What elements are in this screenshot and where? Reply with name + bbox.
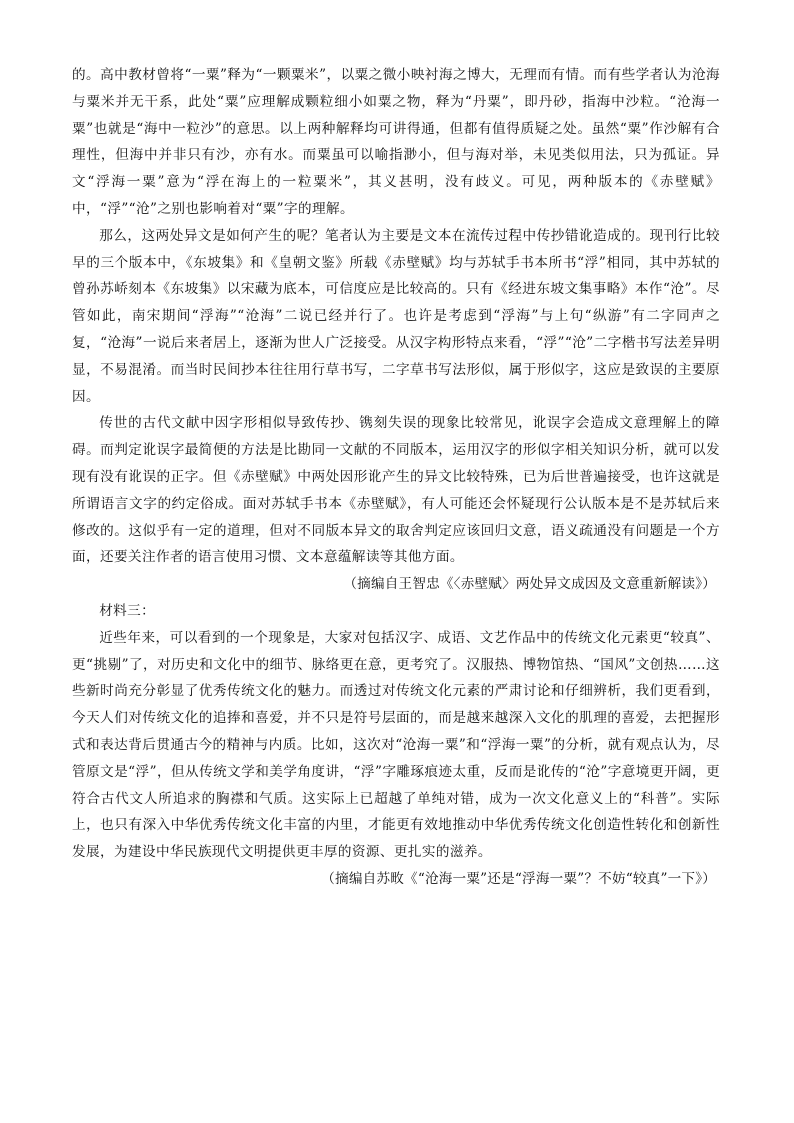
document-body — [72, 62, 720, 893]
paragraph-continuation: 的。高中教材曾将“一粟”释为“一颗粟米”，以粟之微小映衬海之博大，无理而有情。而有些学者认为沧海与粟米并无干系，此处“粟”应理解成颗粒细小如粟之物，释为“丹粟”，即丹砂，指海中沙粒。“沧海一粟”也就是“海中一粒沙”的意思。以上两种解释均可讲得通，但都有值得质疑之处。虽然“粟”作沙解有合理性，但海中并非只有沙，亦有水。而粟虽可以喻指渺小，但与海对举，未见类似用法，只为孤证。异文“浮海一粟”意为“浮在海上的一粒粟米”，其义甚明，没有歧义。可见，两种版本的《赤壁赋》中，“浮”“沧”之别也影响着对“粟”字的理解。 — [72, 67, 720, 217]
paragraph-scribal-errors: 传世的古代文献中因字形相似导致传抄、镌刻失误的现象比较常见，讹误字会造成文意理解上的障碍。而判定讹误字最简便的方法是比勘同一文献的不同版本，运用汉字的形似字相关知识分析，就可以发现有没有讹误的正字。但《赤壁赋》中两处因形讹产生的异文比较特殊，已为后世普遍接受，也许这就是所谓语言文字的约定俗成。面对苏轼手书本《赤壁赋》，有人可能还会怀疑现行公认版本是不是苏轼后来修改的。这似乎有一定的道理，但对不同版本异文的取舍判定应该回归文意，语义疏通没有问题是一个方面，还要关注作者的语言使用习惯、文本意蕴解读等其他方面。 — [72, 415, 720, 566]
material-three-label: 材料三： — [99, 602, 156, 619]
paragraph-origin-of-variants: 那么，这两处异文是如何产生的呢？笔者认为主要是文本在流传过程中传抄错讹造成的。现刊行比较早的三个版本中，《东坡集》和《皇朝文鉴》所载《赤壁赋》均与苏轼手书本所书“浮”相同，其中苏轼的曾孙苏峤刻本《东坡集》以宋藏为底本，可信度应是比较高的。只有《经进东坡文集事略》本作“沧”。尽管如此，南宋期间“浮海”“沧海”二说已经并行了。也许是考虑到“浮海”与上句“纵游”有二字同声之复，“沧海”一说后来者居上，逐渐为世人广泛接受。从汉字构形特点来看，“浮”“沧”二字楷书写法差异明显，不易混淆。而当时民间抄本往往用行草书写，二字草书写法形似，属于形似字，这应是致误的主要原因。 — [72, 227, 720, 405]
source-citation-1: （摘编自王智忠《〈赤壁赋〉两处异文成因及文意重新解读》） — [343, 576, 716, 593]
paragraph-material-three: 近些年来，可以看到的一个现象是，大家对包括汉字、成语、文艺作品中的传统文化元素更“较真”、更“挑剔”了，对历史和文化中的细节、脉络更在意，更考究了。汉服热、博物馆热、“国风”文创热……这些新时尚充分彰显了优秀传统文化的魅力。而透过对传统文化元素的严肃讨论和仔细辨析，我们更看到，今天人们对传统文化的追捧和喜爱，并不只是符号层面的，而是越来越深入文化的肌理的喜爱，去把握形式和表达背后贯通古今的精神与内质。比如，这次对“沧海一粟”和“浮海一粟”的分析，就有观点认为，尽管原文是“浮”，但从传统文学和美学角度讲，“浮”字雕琢痕迹太重，反而是讹传的“沧”字意境更开阔，更符合古代文人所追求的胸襟和气质。这实际上已超越了单纯对错，成为一次文化意义上的“科普”。实际上，也只有深入中华优秀传统文化丰富的内里，才能更有效地推动中华优秀传统文化创造性转化和创新性发展，为建设中华民族现代文明提供更丰厚的资源、更扎实的滋养。 — [72, 629, 720, 861]
source-citation-2: （摘编自苏畋《“沧海一粟”还是“浮海一粟”？不妨“较真”一下》） — [321, 870, 716, 887]
